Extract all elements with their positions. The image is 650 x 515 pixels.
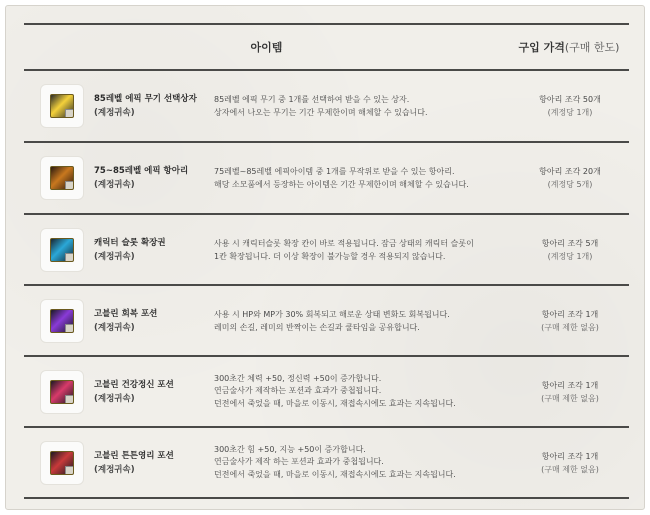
item-bind-type: (계정귀속) — [94, 464, 135, 475]
table-row — [24, 428, 629, 499]
goblin-strength-potion-icon — [50, 451, 74, 475]
item-name-cell — [94, 164, 214, 192]
panel-frame — [5, 5, 645, 510]
table-body — [24, 71, 629, 499]
item-desc-line: 1칸 확장됩니다. 더 이상 확장이 불가능할 경우 적용되지 않습니다. — [214, 251, 446, 261]
item-desc-line: 연금술사가 제작 하는 포션과 효과가 중첩됩니다. — [214, 457, 384, 467]
item-icon-frame — [40, 84, 84, 128]
item-price: 항아리 조각 1개 — [541, 451, 599, 461]
item-limit: (계정당 1개) — [547, 108, 593, 117]
item-icon-frame — [40, 156, 84, 200]
item-price-cell — [510, 237, 630, 263]
item-desc-line: 300초간 힘 +50, 지능 +50이 증가합니다. — [214, 444, 366, 454]
item-description — [214, 308, 510, 334]
header-price-sub: (구매 한도) — [564, 41, 620, 54]
item-desc-line: 사용 시 HP와 MP가 30% 회복되고 해로운 상태 변화도 회복됩니다. — [214, 309, 450, 319]
header-item: 아이템 — [250, 41, 283, 54]
item-description — [214, 444, 510, 482]
item-icon-frame — [40, 299, 84, 343]
item-desc-line: 사용 시 캐릭터슬롯 확장 칸이 바로 적용됩니다. 잠금 상태의 캐릭터 슬롯이 — [214, 238, 474, 248]
table-row — [24, 286, 629, 357]
item-name: 고블린 튼튼영리 포션 — [94, 450, 174, 461]
item-desc-line: 해당 소모품에서 등장하는 아이템은 기간 무제한이며 해체할 수 있습니다. — [214, 180, 469, 189]
item-price-cell — [510, 165, 630, 191]
item-desc-line: 상자에서 나오는 무기는 기간 무제한이며 해체할 수 있습니다. — [214, 108, 428, 117]
item-bind-type: (계정귀속) — [94, 322, 135, 333]
table-row — [24, 143, 629, 215]
item-name-cell — [94, 307, 214, 335]
item-price-cell — [510, 379, 630, 405]
item-name: 75~85레벨 에픽 항아리 — [94, 166, 189, 176]
item-bind-type: (계정귀속) — [94, 180, 135, 190]
item-limit: (계정당 1개) — [547, 251, 593, 261]
item-desc-line: 300초간 체력 +50, 정신력 +50이 증가합니다. — [214, 373, 382, 383]
item-desc-line: 던전에서 죽었을 때, 마을로 이동시, 재접속시에도 효과는 지속됩니다. — [214, 469, 456, 479]
item-price-cell — [510, 93, 630, 119]
shop-table — [24, 23, 629, 499]
item-desc-line: 85레벨 에픽 무기 중 1개를 선택하여 받을 수 있는 상자. — [214, 95, 410, 104]
table-row — [24, 357, 629, 428]
item-price-cell — [510, 308, 630, 334]
item-bind-type: (계정귀속) — [94, 393, 135, 404]
item-bind-type: (계정귀속) — [94, 251, 135, 262]
item-limit: (구매 제한 없음) — [541, 322, 599, 332]
epic-jar-icon — [50, 166, 74, 190]
goblin-health-potion-icon — [50, 380, 74, 404]
table-header — [24, 25, 629, 71]
item-limit: (구매 제한 없음) — [541, 393, 599, 403]
item-icon-frame — [40, 370, 84, 414]
item-price: 항아리 조각 20개 — [539, 167, 601, 176]
item-name: 고블린 건강정신 포션 — [94, 379, 174, 390]
item-description — [214, 373, 510, 411]
character-slot-icon — [50, 238, 74, 262]
item-desc-line: 연금술사가 제작하는 포션과 효과가 중첩됩니다. — [214, 386, 382, 396]
item-name: 85레벨 에픽 무기 선택상자 — [94, 94, 197, 104]
header-price-label: 구입 가격 — [518, 41, 565, 54]
table-row — [24, 215, 629, 286]
item-desc-line: 레미의 손길, 레미의 반짝이는 손길과 쿨타임을 공유합니다. — [214, 322, 420, 332]
item-price-cell — [510, 450, 630, 476]
item-description — [214, 165, 510, 191]
item-icon-frame — [40, 228, 84, 272]
item-name-cell — [94, 236, 214, 264]
item-desc-line: 75레벨~85레벨 에픽아이템 중 1개를 무작위로 받을 수 있는 항아리. — [214, 167, 455, 176]
epic-weapon-box-icon — [50, 94, 74, 118]
item-name-cell — [94, 449, 214, 477]
item-limit: (계정당 5개) — [547, 180, 593, 189]
item-limit: (구매 제한 없음) — [541, 464, 599, 474]
table-row — [24, 71, 629, 143]
item-description — [214, 93, 510, 119]
item-price: 항아리 조각 50개 — [539, 95, 601, 104]
header-price — [509, 39, 629, 55]
item-name-cell — [94, 378, 214, 406]
item-price: 항아리 조각 5개 — [541, 238, 599, 248]
item-name: 고블린 회복 포션 — [94, 308, 158, 319]
item-price: 항아리 조각 1개 — [541, 380, 599, 390]
item-icon-frame — [40, 441, 84, 485]
goblin-recovery-potion-icon — [50, 309, 74, 333]
item-name-cell — [94, 92, 214, 120]
item-desc-line: 던전에서 죽었을 때, 마을로 이동시, 재접속시에도 효과는 지속됩니다. — [214, 398, 456, 408]
item-description — [214, 237, 510, 263]
item-price: 항아리 조각 1개 — [541, 309, 599, 319]
item-name: 캐릭터 슬롯 확장권 — [94, 237, 166, 248]
item-bind-type: (계정귀속) — [94, 108, 135, 118]
